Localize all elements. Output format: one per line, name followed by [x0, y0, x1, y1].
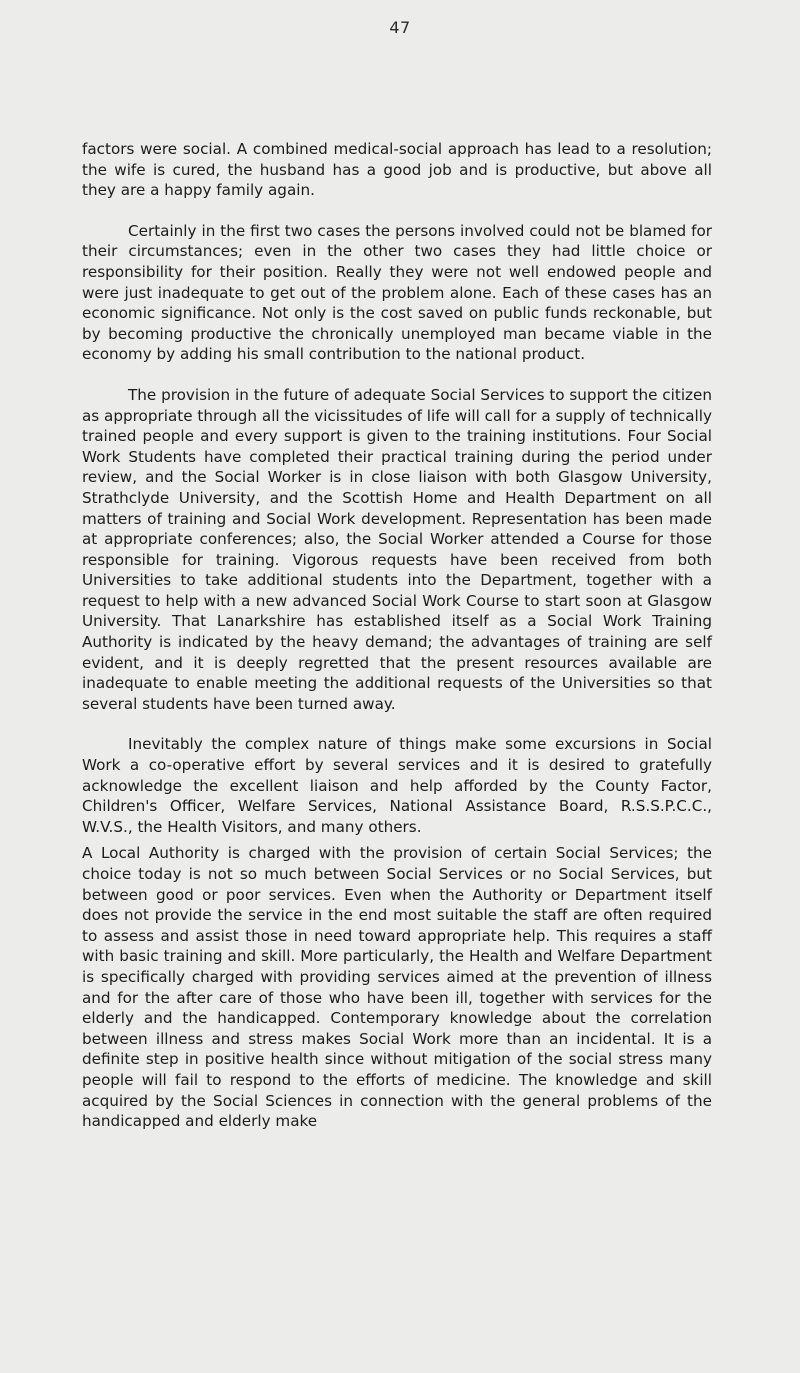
paragraph-local-authority: A Local Authority is charged with the provision of certain Social Services; the choice today is not so much between Social Services or no Social Services, but between good or poor services. Even when the Authority or Department itself does not provide the service in the end most suitable the staff are often required to assess and assist those in need toward appropriate help. This requires a staff with basic training and skill. More particularly, the Health and Welfare Department is specifically charged with providing services aimed at the prevention of illness and for the after care of those who have been ill, together with services for the elderly and the handicapped. Contemporary knowledge about the correlation between illness and stress makes Social Work more than an incidental. It is a definite step in positive health since without mitigation of the social stress many people will fail to respond to the efforts of medicine. The knowledge and skill acquired by the Social Sciences in connection with the general problems of the handicapped and elderly make	[82, 844, 712, 1131]
paragraph-resolution: factors were social. A combined medical-social approach has lead to a resolution; the wife is cured, the husband has a good job and is productive, but above all they are a happy family again.	[82, 140, 712, 200]
paragraph-economic-significance: Certainly in the first two cases the persons involved could not be blamed for their circumstances; even in the other two cases they had little choice or responsibility for their position. Really they were not well endowed people and were just inadequate to get out of the problem alone. Each of these cases has an economic significance. Not only is the cost saved on public funds reckonable, but by becoming productive the chronically unemployed man became viable in the economy by adding his small contribution to the national product.	[82, 221, 712, 364]
paragraph-cooperative-effort: Inevitably the complex nature of things make some excursions in Social Work a co-operative effort by several services and it is desired to gratefully acknowledge the excellent liaison and help afforded by the County Factor, Children's Officer, Welfare Services, National Assistance Board, R.S.S.P.C.C., W.V.S., the Health Visitors, and many others.	[82, 735, 712, 836]
body-text	[82, 139, 712, 1152]
paragraph-training: The provision in the future of adequate Social Services to support the citizen as appropriate through all the vicissitudes of life will call for a supply of technically trained people and every support is given to the training institutions. Four Social Work Students have completed their practical training during the period under review, and the Social Worker is in close liaison with both Glasgow University, Strathclyde University, and the Scottish Home and Health Department on all matters of training and Social Work development. Representation has been made at appropriate conferences; also, the Social Worker attended a Course for those responsible for training. Vigorous requests have been received from both Universities to take additional students into the Department, together with a request to help with a new advanced Social Work Course to start soon at Glasgow University. That Lanarkshire has established itself as a Social Work Training Authority is indicated by the heavy demand; the advantages of training are self evident, and it is deeply regretted that the present resources available are inadequate to enable meeting the additional requests of the Universities so that several students have been turned away.	[82, 385, 712, 713]
page-number: 47	[389, 18, 411, 37]
